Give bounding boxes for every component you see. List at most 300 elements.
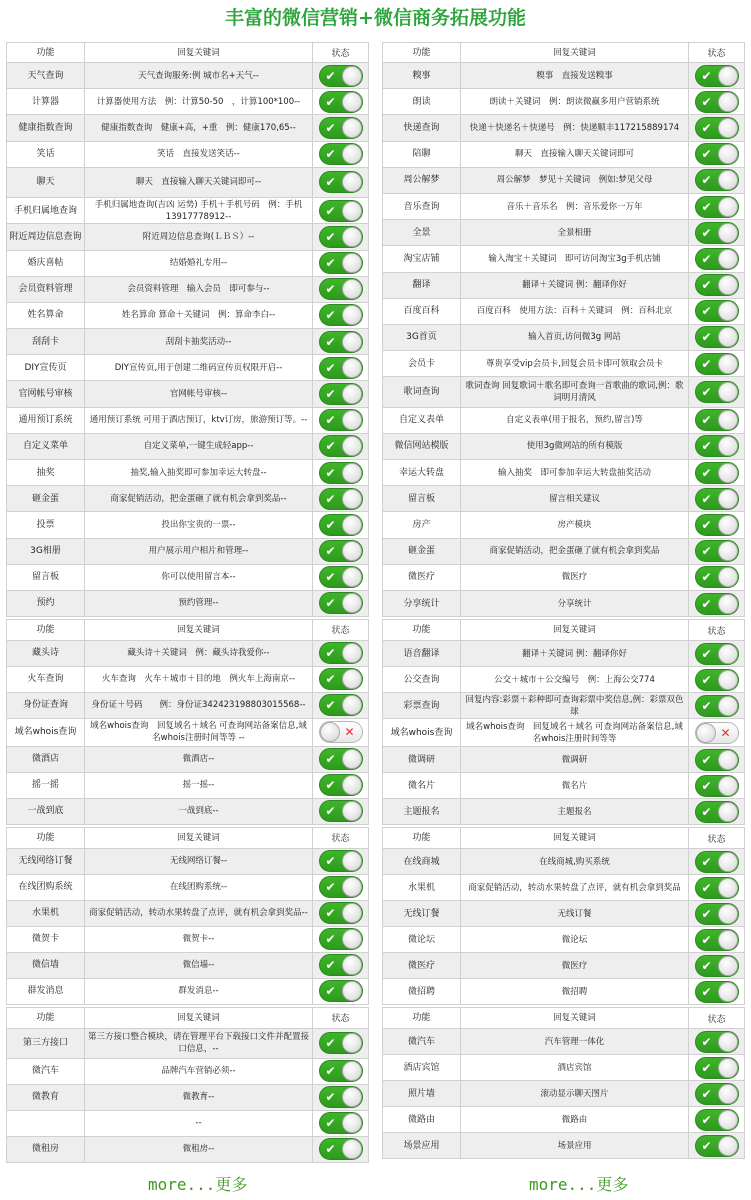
table-row (383, 351, 744, 377)
table-row (7, 381, 368, 407)
toggle-on-switch[interactable] (695, 981, 739, 1003)
check-icon: ✔ (701, 958, 712, 973)
toggle-on-switch[interactable] (319, 143, 363, 165)
toggle-knob (718, 66, 738, 86)
toggle-on-switch[interactable] (695, 1109, 739, 1131)
toggle-on-switch[interactable] (319, 226, 363, 248)
feature-keyword: 刮刮卡抽奖活动-- (85, 329, 313, 354)
check-icon: ✔ (701, 251, 712, 266)
status-cell (313, 142, 368, 167)
toggle-knob (718, 515, 738, 535)
check-icon: ✔ (701, 330, 712, 345)
feature-keyword: 翻译＋关键词 例：翻译你好 (461, 641, 689, 666)
check-icon: ✔ (325, 906, 336, 921)
toggle-on-switch[interactable] (319, 876, 363, 898)
toggle-knob (342, 593, 362, 613)
feature-name: 会员资料管理 (7, 277, 85, 302)
table-row (7, 329, 368, 355)
check-icon: ✔ (325, 1142, 336, 1157)
toggle-on-switch[interactable] (319, 774, 363, 796)
toggle-on-switch[interactable] (319, 592, 363, 614)
toggle-on-switch[interactable] (319, 748, 363, 770)
feature-keyword: 天气查询服务:例 城市名+天气-- (85, 63, 313, 88)
toggle-on-switch[interactable] (695, 955, 739, 977)
toggle-knob (718, 410, 738, 430)
status-cell (313, 512, 368, 537)
toggle-on-switch[interactable] (319, 566, 363, 588)
feature-name: 域名whois查询 (383, 719, 461, 746)
table-row (383, 1029, 744, 1055)
status-cell (313, 1059, 368, 1084)
feature-name: 朗读 (383, 89, 461, 114)
toggle-on-switch[interactable] (695, 222, 739, 244)
toggle-on-switch[interactable] (695, 669, 739, 691)
header-keyword: 回复关键词 (85, 828, 313, 848)
toggle-on-switch[interactable] (695, 1031, 739, 1053)
header-keyword: 回复关键词 (461, 828, 689, 848)
table-header (383, 619, 744, 641)
feature-name: 群发消息 (7, 979, 85, 1004)
feature-name: 微医疗 (383, 565, 461, 590)
check-icon: ✔ (325, 229, 336, 244)
check-icon: ✔ (325, 203, 336, 218)
toggle-knob (718, 197, 738, 217)
table-row (383, 220, 744, 246)
table-row (7, 251, 368, 277)
toggle-knob (342, 305, 362, 325)
toggle-on-switch[interactable] (695, 326, 739, 348)
feature-name: 微汽车 (7, 1059, 85, 1084)
toggle-on-switch[interactable] (319, 117, 363, 139)
table-row (383, 641, 744, 667)
feature-name: 3G相册 (7, 539, 85, 564)
toggle-on-switch[interactable] (695, 929, 739, 951)
feature-keyword: 回复内容:彩票＋彩种即可查询彩票中奖信息,例：彩票双色球 (461, 693, 689, 718)
feature-name: 刮刮卡 (7, 329, 85, 354)
feature-keyword: 输入淘宝＋关键词 即可访问淘宝3g手机店铺 (461, 246, 689, 271)
toggle-knob (718, 1136, 738, 1156)
status-cell (689, 434, 744, 459)
toggle-knob (342, 1061, 362, 1081)
feature-name: 微教育 (7, 1085, 85, 1110)
status-cell (689, 641, 744, 666)
check-icon: ✔ (701, 384, 712, 399)
toggle-on-switch[interactable] (695, 169, 739, 191)
toggle-knob (342, 253, 362, 273)
table-row (383, 115, 744, 141)
toggle-knob (320, 722, 340, 742)
feature-name: 砸金蛋 (7, 486, 85, 511)
feature-keyword: 快递＋快递名＋快递号 例：快递顺丰117215889174 (461, 115, 689, 140)
status-cell (313, 303, 368, 328)
feature-name: 微汽车 (383, 1029, 461, 1054)
table-row (383, 1107, 744, 1133)
status-cell (689, 1133, 744, 1158)
feature-keyword: 音乐＋音乐名 例：音乐爱你一万年 (461, 194, 689, 219)
table-row (383, 901, 744, 927)
toggle-knob (718, 696, 738, 716)
toggle-knob (718, 982, 738, 1002)
feature-name: 场景应用 (383, 1133, 461, 1158)
toggle-on-switch[interactable] (695, 196, 739, 218)
feature-keyword: 自定义表单(用于报名，预约,留言)等 (461, 408, 689, 433)
toggle-knob (718, 249, 738, 269)
feature-keyword: 抽奖,输入抽奖即可参加幸运大转盘-- (85, 460, 313, 485)
table-row (7, 1137, 368, 1163)
toggle-knob (342, 384, 362, 404)
toggle-on-switch[interactable] (319, 850, 363, 872)
toggle-on-switch[interactable] (319, 642, 363, 664)
feature-keyword: 汽车管理一体化 (461, 1029, 689, 1054)
toggle-on-switch[interactable] (695, 593, 739, 615)
header-status: 状态 (707, 49, 726, 59)
toggle-on-switch[interactable] (695, 409, 739, 431)
check-icon: ✔ (701, 1112, 712, 1127)
check-icon: ✔ (701, 199, 712, 214)
toggle-on-switch[interactable] (695, 643, 739, 665)
feature-keyword: 笑话 直接发送笑话-- (85, 142, 313, 167)
feature-keyword: 无线网络订餐-- (85, 849, 313, 874)
table-row (7, 927, 368, 953)
status-cell (313, 460, 368, 485)
toggle-knob (718, 802, 738, 822)
status-cell (313, 224, 368, 249)
feature-name: 域名whois查询 (7, 719, 85, 746)
toggle-on-switch[interactable] (319, 1032, 363, 1054)
feature-name: 彩票查询 (383, 693, 461, 718)
toggle-on-switch[interactable] (319, 488, 363, 510)
check-icon: ✔ (325, 672, 336, 687)
table-row (7, 115, 368, 141)
toggle-knob (342, 903, 362, 923)
status-cell (313, 408, 368, 433)
toggle-knob (342, 541, 362, 561)
feature-name: 藏头诗 (7, 641, 85, 666)
check-icon: ✔ (325, 698, 336, 713)
table-row (383, 486, 744, 512)
table-row (7, 799, 368, 825)
table-row (7, 1111, 368, 1137)
toggle-knob (718, 327, 738, 347)
check-icon: ✔ (701, 672, 712, 687)
toggle-knob (342, 749, 362, 769)
table-row (383, 325, 744, 351)
status-cell (313, 1137, 368, 1162)
toggle-on-switch[interactable] (319, 902, 363, 924)
feature-name: 投票 (7, 512, 85, 537)
toggle-off-switch[interactable] (695, 722, 739, 744)
table-row (383, 194, 744, 220)
status-cell (689, 1055, 744, 1080)
feature-keyword: 滚动显示聊天图片 (461, 1081, 689, 1106)
status-cell (313, 799, 368, 824)
status-cell (313, 719, 368, 746)
check-icon: ✔ (325, 570, 336, 585)
feature-keyword: 身份证＋号码 例：身份证342423198803015568-- (85, 693, 313, 718)
toggle-on-switch[interactable] (695, 540, 739, 562)
status-cell (689, 1029, 744, 1054)
feature-keyword: 无线订餐 (461, 901, 689, 926)
feature-name: 附近周边信息查询 (7, 224, 85, 249)
status-cell (313, 1029, 368, 1058)
check-icon: ✔ (325, 413, 336, 428)
toggle-knob (718, 1110, 738, 1130)
status-cell (689, 747, 744, 772)
toggle-on-switch[interactable] (695, 566, 739, 588)
feature-name: 微论坛 (383, 927, 461, 952)
toggle-on-switch[interactable] (695, 488, 739, 510)
toggle-on-switch[interactable] (695, 1057, 739, 1079)
toggle-on-switch[interactable] (319, 980, 363, 1002)
toggle-on-switch[interactable] (695, 903, 739, 925)
status-cell (689, 591, 744, 616)
status-cell (313, 277, 368, 302)
header-keyword: 回复关键词 (461, 620, 689, 640)
status-cell (689, 115, 744, 140)
toggle-on-switch[interactable] (695, 801, 739, 823)
toggle-on-switch[interactable] (319, 1060, 363, 1082)
status-cell (313, 667, 368, 692)
table-header (7, 827, 368, 849)
feature-keyword: -- (85, 1111, 313, 1136)
toggle-knob (718, 463, 738, 483)
feature-keyword: 预约管理-- (85, 591, 313, 616)
toggle-on-switch[interactable] (695, 143, 739, 165)
toggle-knob (696, 723, 716, 743)
toggle-on-switch[interactable] (319, 800, 363, 822)
status-cell (313, 539, 368, 564)
table-row (383, 299, 744, 325)
feature-name: 官网帐号审核 (7, 381, 85, 406)
feature-name: 微路由 (383, 1107, 461, 1132)
table-row (383, 1133, 744, 1159)
table-row (7, 591, 368, 617)
table-row (383, 799, 744, 825)
status-cell (689, 512, 744, 537)
toggle-knob (342, 410, 362, 430)
toggle-knob (718, 1032, 738, 1052)
toggle-knob (718, 567, 738, 587)
toggle-on-switch[interactable] (319, 91, 363, 113)
toggle-on-switch[interactable] (319, 954, 363, 976)
check-icon: ✔ (701, 491, 712, 506)
check-icon: ✔ (701, 413, 712, 428)
check-icon: ✔ (325, 854, 336, 869)
table-row (383, 667, 744, 693)
table-row (383, 927, 744, 953)
feature-name: 微租房 (7, 1137, 85, 1162)
feature-name: 在线团购系统 (7, 875, 85, 900)
toggle-on-switch[interactable] (319, 304, 363, 326)
check-icon: ✔ (701, 778, 712, 793)
check-icon: ✔ (325, 360, 336, 375)
feature-keyword: 计算器使用方法 例：计算50-50 ，计算100*100-- (85, 89, 313, 114)
status-cell (313, 901, 368, 926)
toggle-on-switch[interactable] (695, 851, 739, 873)
table-row (7, 277, 368, 303)
feature-name: 预约 (7, 591, 85, 616)
table-row (7, 1059, 368, 1085)
toggle-on-switch[interactable] (319, 331, 363, 353)
feature-name: 微贺卡 (7, 927, 85, 952)
toggle-on-switch[interactable] (695, 775, 739, 797)
feature-name: 第三方接口 (7, 1029, 85, 1058)
table-row (7, 565, 368, 591)
check-icon: ✔ (701, 854, 712, 869)
toggle-on-switch[interactable] (695, 1083, 739, 1105)
status-cell (689, 979, 744, 1004)
toggle-knob (718, 670, 738, 690)
feature-name: 无线订餐 (383, 901, 461, 926)
feature-keyword: 百度百科 使用方法：百科＋关键词 例：百科北京 (461, 299, 689, 324)
toggle-on-switch[interactable] (319, 668, 363, 690)
feature-keyword: 在线团购系统-- (85, 875, 313, 900)
toggle-knob (342, 669, 362, 689)
feature-name: 快递查询 (383, 115, 461, 140)
status-cell (689, 773, 744, 798)
check-icon: ✔ (325, 1116, 336, 1131)
toggle-on-switch[interactable] (695, 749, 739, 771)
status-cell (689, 460, 744, 485)
table-row (7, 875, 368, 901)
table-row (383, 246, 744, 272)
toggle-on-switch[interactable] (695, 91, 739, 113)
toggle-on-switch[interactable] (695, 300, 739, 322)
toggle-knob (342, 279, 362, 299)
toggle-on-switch[interactable] (319, 540, 363, 562)
check-icon: ✔ (701, 68, 712, 83)
feature-name: 周公解梦 (383, 168, 461, 193)
toggle-knob (342, 489, 362, 509)
status-cell (689, 693, 744, 718)
feature-keyword: 歌词查询 回复歌词＋歌名即可查询一首歌曲的歌词,例：歌词明月清风 (461, 377, 689, 406)
toggle-on-switch[interactable] (695, 381, 739, 403)
toggle-on-switch[interactable] (695, 248, 739, 270)
table-row (383, 849, 744, 875)
feature-keyword: 商家促销活动，把金蛋砸了就有机会拿到奖品 (461, 539, 689, 564)
toggle-on-switch[interactable] (695, 353, 739, 375)
check-icon: ✔ (701, 1138, 712, 1153)
toggle-on-switch[interactable] (695, 462, 739, 484)
toggle-on-switch[interactable] (319, 278, 363, 300)
toggle-on-switch[interactable] (319, 357, 363, 379)
toggle-on-switch[interactable] (319, 383, 363, 405)
toggle-knob (718, 382, 738, 402)
check-icon: ✔ (325, 646, 336, 661)
feature-keyword: 微酒店-- (85, 747, 313, 772)
toggle-knob (342, 66, 362, 86)
check-icon: ✔ (325, 439, 336, 454)
feature-keyword: 群发消息-- (85, 979, 313, 1004)
check-icon: ✔ (701, 752, 712, 767)
toggle-on-switch[interactable] (695, 877, 739, 899)
more-link-left[interactable]: more...更多 (148, 1175, 248, 1194)
status-cell (313, 1085, 368, 1110)
status-cell (689, 273, 744, 298)
status-cell (313, 1111, 368, 1136)
toggle-on-switch[interactable] (695, 435, 739, 457)
table-row (383, 773, 744, 799)
toggle-on-switch[interactable] (319, 1138, 363, 1160)
status-cell (313, 747, 368, 772)
feature-name: 主题报名 (383, 799, 461, 824)
header-func: 功能 (383, 620, 461, 640)
feature-table (382, 619, 745, 825)
toggle-on-switch[interactable] (319, 435, 363, 457)
check-icon: ✔ (701, 356, 712, 371)
toggle-on-switch[interactable] (319, 694, 363, 716)
feature-name: 会员卡 (383, 351, 461, 376)
toggle-on-switch[interactable] (319, 409, 363, 431)
toggle-on-switch[interactable] (695, 65, 739, 87)
toggle-knob (342, 144, 362, 164)
check-icon: ✔ (325, 1036, 336, 1051)
toggle-off-switch[interactable] (319, 721, 363, 743)
toggle-on-switch[interactable] (695, 1135, 739, 1157)
toggle-on-switch[interactable] (319, 200, 363, 222)
toggle-on-switch[interactable] (695, 514, 739, 536)
more-link-right[interactable]: more...更多 (529, 1175, 629, 1194)
toggle-on-switch[interactable] (319, 252, 363, 274)
check-icon: ✔ (701, 304, 712, 319)
check-icon: ✔ (325, 465, 336, 480)
header-func: 功能 (7, 828, 85, 848)
toggle-knob (718, 354, 738, 374)
table-row (7, 641, 368, 667)
status-cell (313, 875, 368, 900)
check-icon: ✔ (325, 491, 336, 506)
feature-name: 健康指数查询 (7, 115, 85, 140)
toggle-knob (718, 644, 738, 664)
table-row (383, 565, 744, 591)
feature-name: 聊天 (7, 168, 85, 197)
feature-name: 摇一摇 (7, 773, 85, 798)
header-status: 状态 (331, 49, 350, 59)
toggle-on-switch[interactable] (319, 514, 363, 536)
feature-keyword: 品牌汽车营销必须-- (85, 1059, 313, 1084)
toggle-on-switch[interactable] (319, 928, 363, 950)
toggle-on-switch[interactable] (695, 695, 739, 717)
check-icon: ✔ (701, 465, 712, 480)
feature-keyword: 商家促销活动，把金蛋砸了就有机会拿到奖品-- (85, 486, 313, 511)
feature-name: 翻译 (383, 273, 461, 298)
toggle-knob (718, 436, 738, 456)
toggle-knob (718, 594, 738, 614)
table-row (383, 693, 744, 719)
cross-icon: ✕ (344, 725, 355, 740)
toggle-knob (342, 463, 362, 483)
toggle-on-switch[interactable] (695, 274, 739, 296)
toggle-knob (342, 358, 362, 378)
cross-icon: ✕ (720, 725, 731, 740)
check-icon: ✔ (325, 308, 336, 323)
header-func: 功能 (7, 1008, 85, 1028)
feature-name (7, 1111, 85, 1136)
toggle-on-switch[interactable] (319, 1086, 363, 1108)
toggle-on-switch[interactable] (319, 1112, 363, 1134)
feature-name: 微信墙 (7, 953, 85, 978)
toggle-on-switch[interactable] (319, 65, 363, 87)
toggle-knob (342, 801, 362, 821)
check-icon: ✔ (325, 958, 336, 973)
feature-keyword: 糗事 直接发送糗事 (461, 63, 689, 88)
toggle-on-switch[interactable] (319, 171, 363, 193)
feature-keyword: 微租房-- (85, 1137, 313, 1162)
table-row (383, 460, 744, 486)
toggle-on-switch[interactable] (695, 117, 739, 139)
toggle-knob (718, 956, 738, 976)
toggle-on-switch[interactable] (319, 462, 363, 484)
